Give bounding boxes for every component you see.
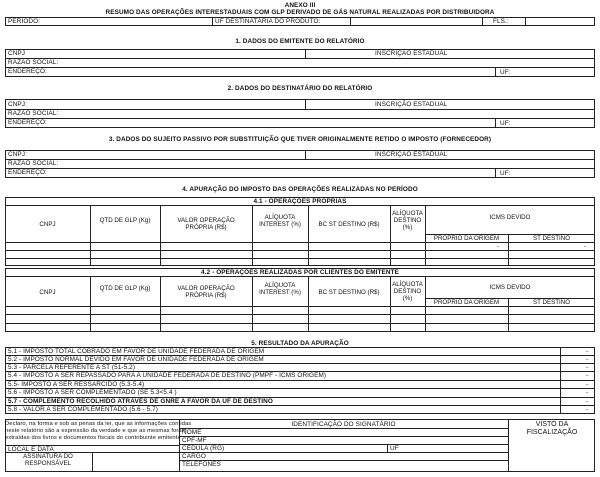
t41-dash: - [497,243,500,250]
assinatura-field[interactable] [93,453,178,471]
section3-endereco-label: ENDEREÇO: [8,169,47,176]
result-5-3-value: - [586,364,589,371]
result-5-4: 5.4 - IMPOSTO A SER REPASSADO PARA A UNIDADE FEDERADA DE DESTINO (PMPF - ICMS ORIGEM) [8,372,327,379]
cargo-label: CARGO [182,453,206,460]
table-4-2-title: 4.2 - OPERAÇÕES REALIZADAS POR CLIENTES DO EMITENTE [201,269,399,276]
period-label: PERÍODO: [8,18,41,25]
t42-col-bc: BC ST DESTINO (R$) [318,289,380,296]
result-5-7-value: - [586,398,589,405]
period-field[interactable] [40,18,210,25]
section2-cnpj-label: CNPJ: [8,101,27,108]
declaration-line-2: neste relatório são a expressão da verdade e que as mesmas foram [5,428,187,434]
t42-col-aliq-int: ALÍQUOTA INTEREST (%) [259,282,301,296]
section1-cnpj-label: CNPJ [8,50,26,57]
cedula-label: CÉDULA (RG) [182,445,225,452]
t42-col-qtd: QTD DE GLP (Kg) [99,285,151,292]
section1-ie-label: INSCRIÇÃO ESTADUAL [375,50,448,57]
table-4-1-title: 4.1 - OPERAÇÕES PRÓPRIAS [253,198,347,205]
result-5-8-value: - [586,406,589,413]
section4-title: 4. APURAÇÃO DO IMPOSTO DAS OPERAÇÕES REALIZADAS NO PERÍODO [182,186,418,193]
section2-title: 2. DADOS DO DESTINATÁRIO DO RELATÓRIO [227,85,373,92]
section1-razao-label: RAZÃO SOCIAL: [8,59,59,66]
section2-endereco-label: ENDEREÇO: [8,119,47,126]
t42-col-aliq-dest: ALÍQUOTA DESTINO (%) [392,281,423,302]
t42-col-st: ST DESTINO [532,299,571,306]
nome-label: NOME [182,429,202,436]
uf-destination-field[interactable] [300,18,348,25]
section3-title: 3. DADOS DO SUJEITO PASSIVO POR SUBSTITUIÇÃO QUE TIVER ORIGINALMENTE RETIDO O IMPOSTO (FORNECEDOR) [108,136,492,143]
t41-col-valor: VALOR OPERAÇÃO PRÓPRIA (R$) [177,217,235,231]
t41-dash-2: - [584,243,587,250]
uf-destination-label: UF DESTINATÁRIA DO PRODUTO: [215,18,321,25]
t41-col-proprio: PRÓPRIO DA ORIGEM [433,235,500,242]
section2-razao-label: RAZÃO SOCIAL: [8,110,59,117]
table-4-1 [5,197,595,266]
result-5-5: 5.5- IMPOSTO A SER RESSARCIDO (5.3-5.4) [8,381,145,388]
section3-uf-label: UF: [500,170,511,177]
section1-endereco-label: ENDEREÇO: [8,68,47,75]
visto-fiscalizacao-label: VISTO DA FISCALIZAÇÃO [526,421,578,436]
result-5-5-value: - [586,381,589,388]
t41-col-bc: BC ST DESTINO (R$) [318,221,380,228]
result-5-2: 5.2 - IMPOSTO NORMAL DEVIDO EM FAVOR DE UNIDADE FEDERADA DE ORIGEM [8,356,264,363]
t41-col-qtd: QTD DE GLP (Kg) [99,217,151,224]
t42-col-cnpj: CNPJ [39,289,56,296]
t41-col-aliq-int: ALÍQUOTA INTEREST (%) [259,214,301,228]
telefones-label: TELEFONES [182,461,221,468]
cpf-label: CPF-MF [182,437,207,444]
report-title: RESUMO DAS OPERAÇÕES INTERESTADUAIS COM GLP DERIVADO DE GÁS NATURAL REALIZADAS POR DISTRIBUIDORA [105,9,495,16]
annex-label: ANEXO III [284,2,316,9]
result-5-8: 5.8 - VALOR A SER COMPLEMENTADO (5.6 - 5.7) [8,406,159,413]
t42-col-icms: ICMS DEVIDO [489,284,531,291]
t41-col-st: ST DESTINO [532,235,571,242]
declaration-line-1: Declaro, na forma e sob as penas da lei, que as informações contidas [5,421,192,427]
assinatura-label: ASSINATURA DO RESPONSÁVEL [23,453,73,467]
result-5-6: 5.6 - IMPOSTO A SER COMPLEMENTADO (SE 5.3<5.4 ) [8,389,177,396]
ident-signatario-label: IDENTIFICAÇÃO DO SIGNATÁRIO [291,421,396,428]
section3-razao-label: RAZÃO SOCIAL: [8,160,59,167]
result-5-3: 5.3 - PARCELA REFERENTE A ST (51-5.2) [8,364,136,371]
result-5-2-value: - [586,356,589,363]
uf-signatario-label: UF [390,445,399,452]
section1-uf-label: UF: [500,69,511,76]
section3-ie-label: INSCRIÇÃO ESTADUAL [375,151,448,158]
t42-col-proprio: PRÓPRIO DA ORIGEM [433,299,500,306]
result-5-1: 5.1 - IMPOSTO TOTAL COBRADO EM FAVOR DE UNIDADE FEDERADA DE ORIGEM [8,348,265,355]
t42-col-valor: VALOR OPERAÇÃO PRÓPRIA (R$) [177,285,235,299]
fls-field[interactable] [510,18,524,25]
result-5-4-value: - [586,372,589,379]
t41-col-icms: ICMS DEVIDO [489,214,531,221]
section2-uf-label: UF: [500,120,511,127]
declaration-line-3: extraídas dos livros e documentos fiscais do contribuinte emitente [5,435,181,441]
section2-ie-label: INSCRIÇÃO ESTADUAL [375,101,448,108]
section1-title: 1. DADOS DO EMITENTE DO RELATÓRIO [235,38,365,45]
result-5-1-value: - [586,348,589,355]
fls-label: FLS.: [493,18,509,25]
t41-col-aliq-dest: ALÍQUOTA DESTINO (%) [392,210,423,231]
result-5-6-value: - [586,389,589,396]
result-5-7: 5.7 - COMPLEMENTO RECOLHIDO ATRAVÉS DE GNRE A FAVOR DA UF DE DESTINO [8,398,273,405]
section5-title: 5. RESULTADO DA APURAÇÃO [251,340,349,347]
section3-cnpj-label: CNPJ: [8,151,27,158]
t41-col-cnpj: CNPJ [39,221,56,228]
local-data-label: LOCAL E DATA [8,446,54,453]
